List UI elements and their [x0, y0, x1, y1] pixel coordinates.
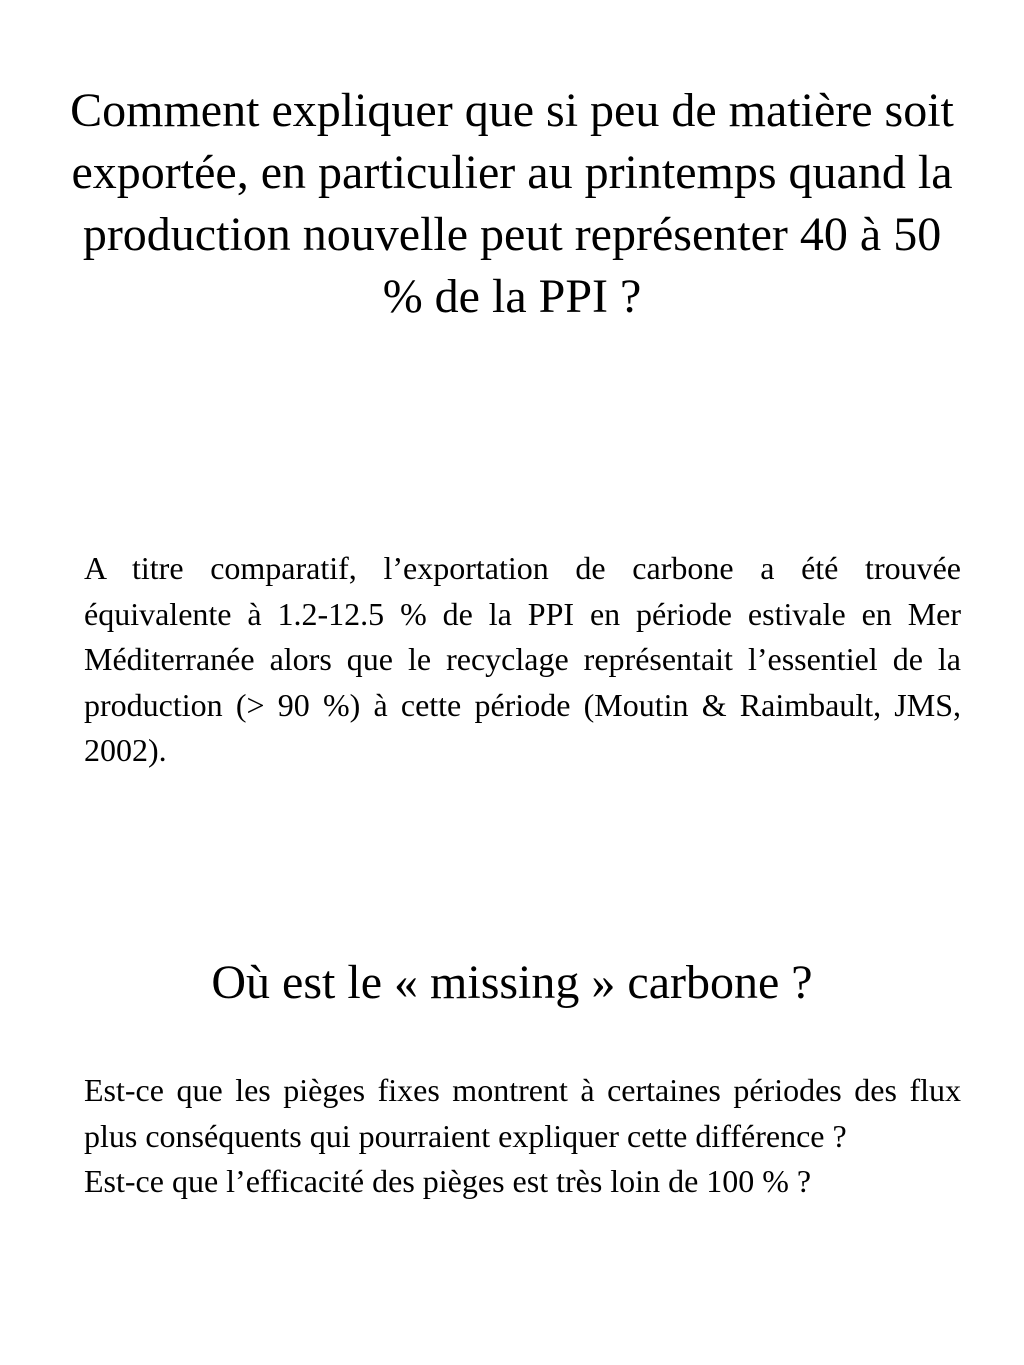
comparative-paragraph: A titre comparatif, l’exportation de carbone a été trouvée équivalente à 1.2-12.5 % de la PPI en période estivale en Mer Méditerranée alors que le recyclage représentait l’essentiel de la production (> 90 %) à cette période (Moutin & Raimbault, JMS, 2002).	[84, 550, 961, 768]
trap-efficiency-question: Est-ce que l’efficacité des pièges est très loin de 100 % ?	[84, 1163, 812, 1199]
questions-block	[84, 1068, 961, 1205]
sediment-trap-flux-question: Est-ce que les pièges fixes montrent à certaines périodes des flux plus conséquents qui pourraient expliquer cette différence ?	[84, 1072, 961, 1154]
main-question-heading: Comment expliquer que si peu de matière soit exportée, en particulier au printemps quand la production nouvelle peut représenter 40 à 50 % de la PPI ?	[70, 84, 954, 323]
missing-carbon-heading: Où est le « missing » carbone ?	[211, 956, 813, 1009]
